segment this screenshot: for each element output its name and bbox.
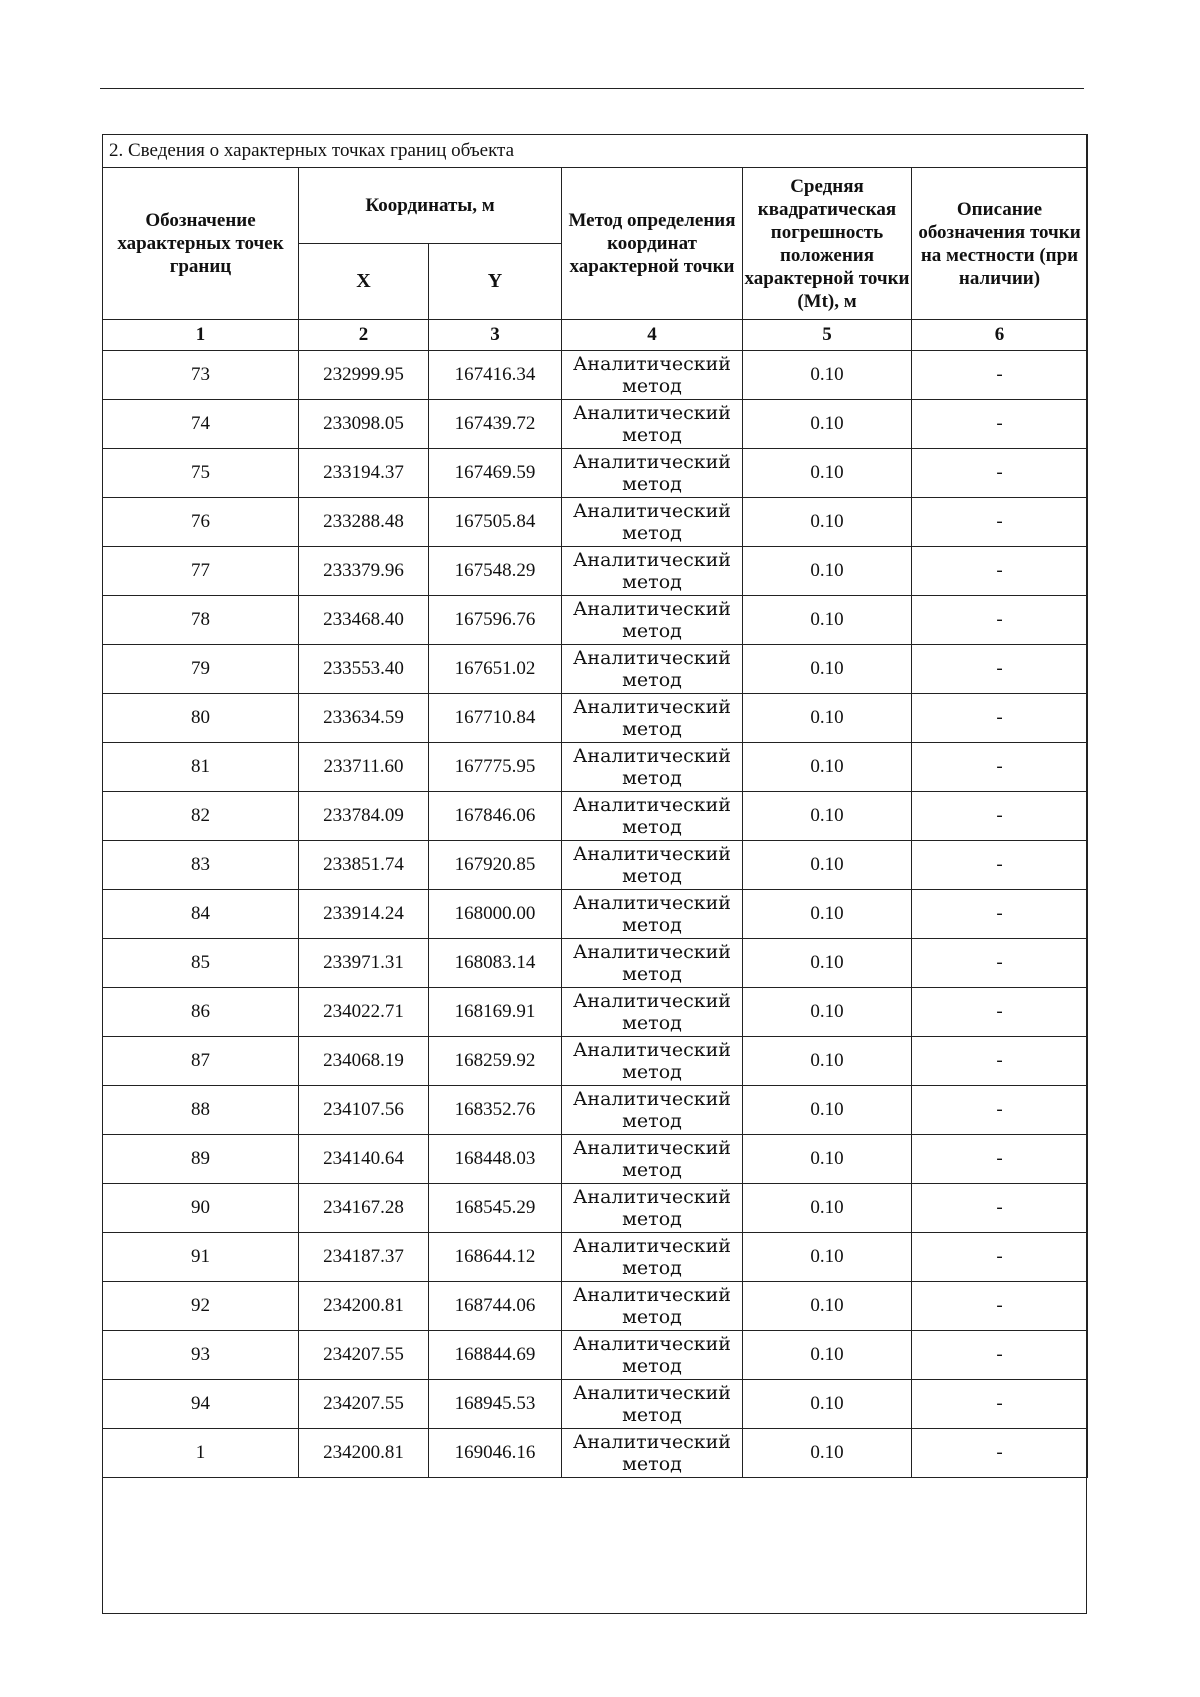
y-cell: 167651.02 (429, 645, 562, 694)
table-row (103, 449, 1088, 498)
table-row (103, 1037, 1088, 1086)
error-cell: 0.10 (743, 1429, 912, 1478)
description-cell: - (912, 1233, 1088, 1282)
method-cell: Аналитический метод (562, 841, 743, 890)
table-row (103, 596, 1088, 645)
method-cell: Аналитический метод (562, 645, 743, 694)
y-cell: 168744.06 (429, 1282, 562, 1331)
point-cell: 83 (103, 841, 299, 890)
column-number: 6 (912, 320, 1088, 351)
x-cell: 233288.48 (299, 498, 429, 547)
y-cell: 168169.91 (429, 988, 562, 1037)
point-cell: 77 (103, 547, 299, 596)
table-row (103, 1086, 1088, 1135)
error-cell: 0.10 (743, 890, 912, 939)
point-cell: 81 (103, 743, 299, 792)
x-cell: 234200.81 (299, 1429, 429, 1478)
point-cell: 86 (103, 988, 299, 1037)
top-rule (100, 88, 1084, 89)
table-row (103, 1331, 1088, 1380)
point-cell: 85 (103, 939, 299, 988)
error-cell: 0.10 (743, 498, 912, 547)
x-cell: 234207.55 (299, 1380, 429, 1429)
description-cell: - (912, 1331, 1088, 1380)
header-description: Описание обозначения точки на местности (при наличии) (912, 168, 1088, 320)
y-cell: 167920.85 (429, 841, 562, 890)
table-row (103, 890, 1088, 939)
x-cell: 233914.24 (299, 890, 429, 939)
x-cell: 234022.71 (299, 988, 429, 1037)
error-cell: 0.10 (743, 596, 912, 645)
table-row (103, 1135, 1088, 1184)
table-row (103, 1184, 1088, 1233)
table-row (103, 498, 1088, 547)
x-cell: 234068.19 (299, 1037, 429, 1086)
x-cell: 233851.74 (299, 841, 429, 890)
method-cell: Аналитический метод (562, 1086, 743, 1135)
method-cell: Аналитический метод (562, 1282, 743, 1331)
y-cell: 167416.34 (429, 351, 562, 400)
y-cell: 167505.84 (429, 498, 562, 547)
y-cell: 167469.59 (429, 449, 562, 498)
description-cell: - (912, 988, 1088, 1037)
column-number: 5 (743, 320, 912, 351)
x-cell: 233468.40 (299, 596, 429, 645)
method-cell: Аналитический метод (562, 1037, 743, 1086)
table-row (103, 841, 1088, 890)
y-cell: 168844.69 (429, 1331, 562, 1380)
x-cell: 233098.05 (299, 400, 429, 449)
y-cell: 168259.92 (429, 1037, 562, 1086)
method-cell: Аналитический метод (562, 596, 743, 645)
method-cell: Аналитический метод (562, 351, 743, 400)
description-cell: - (912, 547, 1088, 596)
point-cell: 89 (103, 1135, 299, 1184)
table-row (103, 1429, 1088, 1478)
table-row (103, 694, 1088, 743)
description-cell: - (912, 890, 1088, 939)
x-cell: 234167.28 (299, 1184, 429, 1233)
column-number: 4 (562, 320, 743, 351)
method-cell: Аналитический метод (562, 498, 743, 547)
error-cell: 0.10 (743, 792, 912, 841)
method-cell: Аналитический метод (562, 743, 743, 792)
header-designation: Обозначение характерных точек границ (103, 168, 299, 320)
table-row (103, 792, 1088, 841)
x-cell: 234140.64 (299, 1135, 429, 1184)
point-cell: 75 (103, 449, 299, 498)
method-cell: Аналитический метод (562, 890, 743, 939)
method-cell: Аналитический метод (562, 792, 743, 841)
point-cell: 92 (103, 1282, 299, 1331)
table-row (103, 939, 1088, 988)
description-cell: - (912, 1135, 1088, 1184)
error-cell: 0.10 (743, 939, 912, 988)
header-error: Средняя квадратическая погрешность положения характерной точки (Mt), м (743, 168, 912, 320)
y-cell: 168352.76 (429, 1086, 562, 1135)
description-cell: - (912, 1086, 1088, 1135)
method-cell: Аналитический метод (562, 1184, 743, 1233)
point-cell: 74 (103, 400, 299, 449)
point-cell: 1 (103, 1429, 299, 1478)
point-cell: 90 (103, 1184, 299, 1233)
y-cell: 167548.29 (429, 547, 562, 596)
table-row (103, 351, 1088, 400)
table-row (103, 743, 1088, 792)
column-number: 1 (103, 320, 299, 351)
header-coordinates: Координаты, м (299, 168, 562, 244)
point-cell: 80 (103, 694, 299, 743)
description-cell: - (912, 743, 1088, 792)
method-cell: Аналитический метод (562, 939, 743, 988)
y-cell: 168545.29 (429, 1184, 562, 1233)
method-cell: Аналитический метод (562, 547, 743, 596)
error-cell: 0.10 (743, 400, 912, 449)
point-cell: 88 (103, 1086, 299, 1135)
method-cell: Аналитический метод (562, 449, 743, 498)
column-number-row (103, 320, 1088, 351)
y-cell: 168000.00 (429, 890, 562, 939)
method-cell: Аналитический метод (562, 1135, 743, 1184)
error-cell: 0.10 (743, 1086, 912, 1135)
error-cell: 0.10 (743, 743, 912, 792)
error-cell: 0.10 (743, 1380, 912, 1429)
error-cell: 0.10 (743, 547, 912, 596)
x-cell: 233784.09 (299, 792, 429, 841)
x-cell: 234187.37 (299, 1233, 429, 1282)
point-cell: 91 (103, 1233, 299, 1282)
x-cell: 232999.95 (299, 351, 429, 400)
header-y: Y (429, 244, 562, 320)
y-cell: 167596.76 (429, 596, 562, 645)
x-cell: 233634.59 (299, 694, 429, 743)
error-cell: 0.10 (743, 841, 912, 890)
table-row (103, 1233, 1088, 1282)
error-cell: 0.10 (743, 988, 912, 1037)
description-cell: - (912, 694, 1088, 743)
error-cell: 0.10 (743, 1282, 912, 1331)
description-cell: - (912, 841, 1088, 890)
table-row (103, 547, 1088, 596)
table-row (103, 1282, 1088, 1331)
x-cell: 233194.37 (299, 449, 429, 498)
description-cell: - (912, 1282, 1088, 1331)
error-cell: 0.10 (743, 1233, 912, 1282)
x-cell: 234200.81 (299, 1282, 429, 1331)
x-cell: 234107.56 (299, 1086, 429, 1135)
y-cell: 167710.84 (429, 694, 562, 743)
method-cell: Аналитический метод (562, 1429, 743, 1478)
method-cell: Аналитический метод (562, 988, 743, 1037)
x-cell: 233711.60 (299, 743, 429, 792)
point-cell: 79 (103, 645, 299, 694)
description-cell: - (912, 449, 1088, 498)
method-cell: Аналитический метод (562, 400, 743, 449)
method-cell: Аналитический метод (562, 1331, 743, 1380)
column-number: 2 (299, 320, 429, 351)
error-cell: 0.10 (743, 1037, 912, 1086)
point-cell: 73 (103, 351, 299, 400)
header-x: X (299, 244, 429, 320)
y-cell: 168448.03 (429, 1135, 562, 1184)
points-table (102, 134, 1088, 1478)
description-cell: - (912, 400, 1088, 449)
point-cell: 87 (103, 1037, 299, 1086)
description-cell: - (912, 939, 1088, 988)
error-cell: 0.10 (743, 694, 912, 743)
x-cell: 233971.31 (299, 939, 429, 988)
description-cell: - (912, 1429, 1088, 1478)
point-cell: 82 (103, 792, 299, 841)
x-cell: 233553.40 (299, 645, 429, 694)
description-cell: - (912, 498, 1088, 547)
error-cell: 0.10 (743, 1331, 912, 1380)
y-cell: 167439.72 (429, 400, 562, 449)
table-row (103, 988, 1088, 1037)
table-row (103, 400, 1088, 449)
point-cell: 84 (103, 890, 299, 939)
description-cell: - (912, 645, 1088, 694)
x-cell: 234207.55 (299, 1331, 429, 1380)
x-cell: 233379.96 (299, 547, 429, 596)
y-cell: 167846.06 (429, 792, 562, 841)
description-cell: - (912, 792, 1088, 841)
y-cell: 168945.53 (429, 1380, 562, 1429)
error-cell: 0.10 (743, 351, 912, 400)
section-title: 2. Сведения о характерных точках границ объекта (103, 135, 1088, 168)
error-cell: 0.10 (743, 1135, 912, 1184)
y-cell: 168083.14 (429, 939, 562, 988)
y-cell: 167775.95 (429, 743, 562, 792)
method-cell: Аналитический метод (562, 1380, 743, 1429)
method-cell: Аналитический метод (562, 694, 743, 743)
header-method: Метод определения координат характерной точки (562, 168, 743, 320)
point-cell: 94 (103, 1380, 299, 1429)
table-row (103, 1380, 1088, 1429)
y-cell: 168644.12 (429, 1233, 562, 1282)
error-cell: 0.10 (743, 645, 912, 694)
description-cell: - (912, 1184, 1088, 1233)
description-cell: - (912, 596, 1088, 645)
method-cell: Аналитический метод (562, 1233, 743, 1282)
y-cell: 169046.16 (429, 1429, 562, 1478)
column-number: 3 (429, 320, 562, 351)
point-cell: 76 (103, 498, 299, 547)
description-cell: - (912, 351, 1088, 400)
description-cell: - (912, 1380, 1088, 1429)
point-cell: 78 (103, 596, 299, 645)
error-cell: 0.10 (743, 449, 912, 498)
point-cell: 93 (103, 1331, 299, 1380)
error-cell: 0.10 (743, 1184, 912, 1233)
table-row (103, 645, 1088, 694)
description-cell: - (912, 1037, 1088, 1086)
